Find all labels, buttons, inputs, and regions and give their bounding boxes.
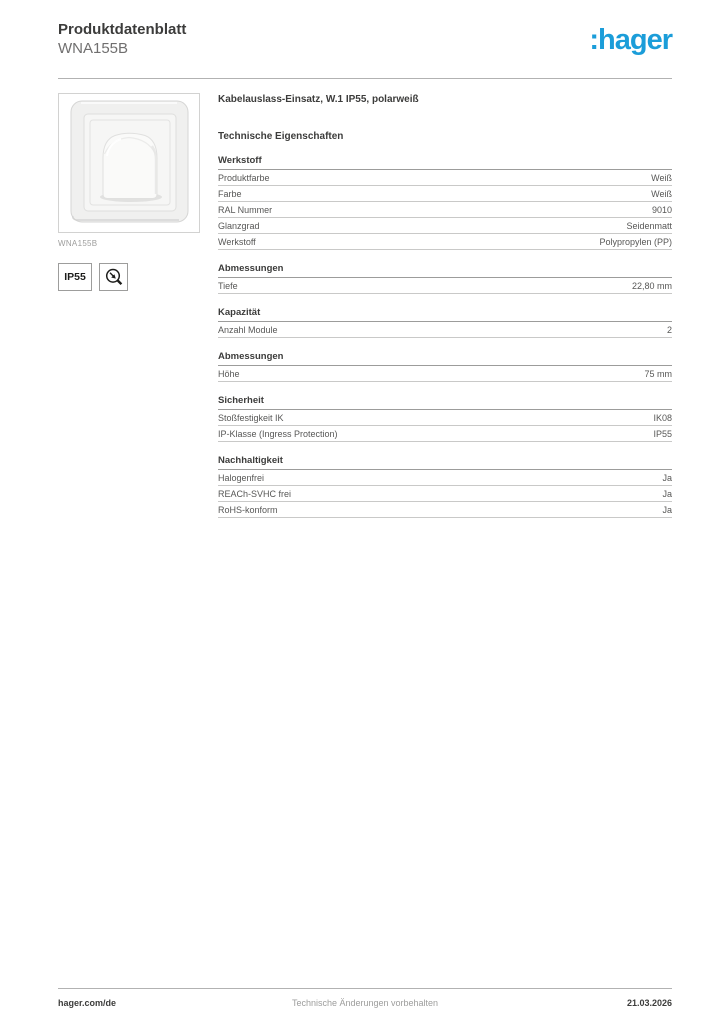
spec-label: Glanzgrad	[218, 220, 260, 231]
header	[0, 0, 724, 58]
spec-label: Höhe	[218, 368, 240, 379]
spec-value: Weiß	[651, 188, 672, 199]
spec-value: Seidenmatt	[626, 220, 672, 231]
spec-row	[218, 202, 672, 218]
spec-row	[218, 486, 672, 502]
spec-label: Tiefe	[218, 280, 238, 291]
spec-section-title: Kapazität	[218, 307, 672, 322]
magnifier-icon	[104, 267, 124, 287]
page-title: Produktdatenblatt	[58, 21, 187, 38]
footer-website-link[interactable]: hager.com/de	[58, 998, 117, 1008]
ip-rating-badge: IP55	[58, 263, 92, 291]
spec-row	[218, 322, 672, 338]
cable-outlet-illustration	[59, 94, 199, 232]
spec-column	[218, 93, 672, 531]
spec-section-title: Werkstoff	[218, 155, 672, 170]
footer-disclaimer: Technische Änderungen vorbehalten	[291, 998, 439, 1008]
spec-label: Stoßfestigkeit IK	[218, 412, 284, 423]
spec-sections	[218, 155, 672, 518]
spec-heading: Technische Eigenschaften	[218, 131, 344, 142]
spec-label: REACh-SVHC frei	[218, 488, 292, 499]
spec-value: Weiß	[651, 172, 672, 183]
footer	[58, 988, 672, 1008]
spec-label: Werkstoff	[218, 236, 256, 247]
spec-value: Ja	[662, 472, 672, 483]
spec-label: Anzahl Module	[218, 324, 278, 335]
main-content	[58, 93, 672, 531]
spec-section-title: Abmessungen	[218, 263, 672, 278]
spec-section	[218, 395, 672, 442]
spec-label: Produktfarbe	[218, 172, 270, 183]
product-image	[58, 93, 200, 233]
spec-label: RAL Nummer	[218, 204, 273, 215]
spec-row	[218, 470, 672, 486]
product-reference: WNA155B	[58, 40, 129, 57]
spec-value: IK08	[653, 412, 672, 423]
spec-value: Ja	[662, 504, 672, 515]
spec-section	[218, 351, 672, 382]
spec-value: Polypropylen (PP)	[599, 236, 672, 247]
spec-label: RoHS-konform	[218, 504, 278, 515]
header-titles	[58, 20, 186, 58]
zoom-button[interactable]	[99, 263, 128, 291]
spec-value: IP55	[653, 428, 672, 439]
spec-section	[218, 263, 672, 294]
spec-label: Halogenfrei	[218, 472, 265, 483]
spec-section-title: Nachhaltigkeit	[218, 455, 672, 470]
spec-value: 22,80 mm	[631, 280, 672, 291]
spec-row	[218, 170, 672, 186]
spec-value: Ja	[662, 488, 672, 499]
spec-label: IP-Klasse (Ingress Protection)	[218, 428, 338, 439]
spec-row	[218, 366, 672, 382]
spec-section	[218, 455, 672, 518]
header-divider	[58, 78, 672, 79]
spec-label: Farbe	[218, 188, 242, 199]
spec-value: 2	[666, 324, 672, 335]
product-media-column	[58, 93, 200, 531]
spec-row	[218, 410, 672, 426]
spec-row	[218, 278, 672, 294]
product-title: Kabelauslass-Einsatz, W.1 IP55, polarweiß	[218, 94, 419, 105]
spec-row	[218, 186, 672, 202]
spec-value: 75 mm	[644, 368, 672, 379]
spec-row	[218, 234, 672, 250]
footer-date: 21.03.2026	[626, 998, 672, 1008]
image-caption: WNA155B	[58, 239, 98, 248]
spec-section	[218, 307, 672, 338]
spec-row	[218, 502, 672, 518]
spec-section	[218, 155, 672, 250]
spec-section-title: Sicherheit	[218, 395, 672, 410]
badge-row	[58, 263, 200, 291]
spec-section-title: Abmessungen	[218, 351, 672, 366]
hager-logo: :hager	[589, 24, 672, 56]
spec-row	[218, 218, 672, 234]
spec-row	[218, 426, 672, 442]
spec-value: 9010	[651, 204, 672, 215]
